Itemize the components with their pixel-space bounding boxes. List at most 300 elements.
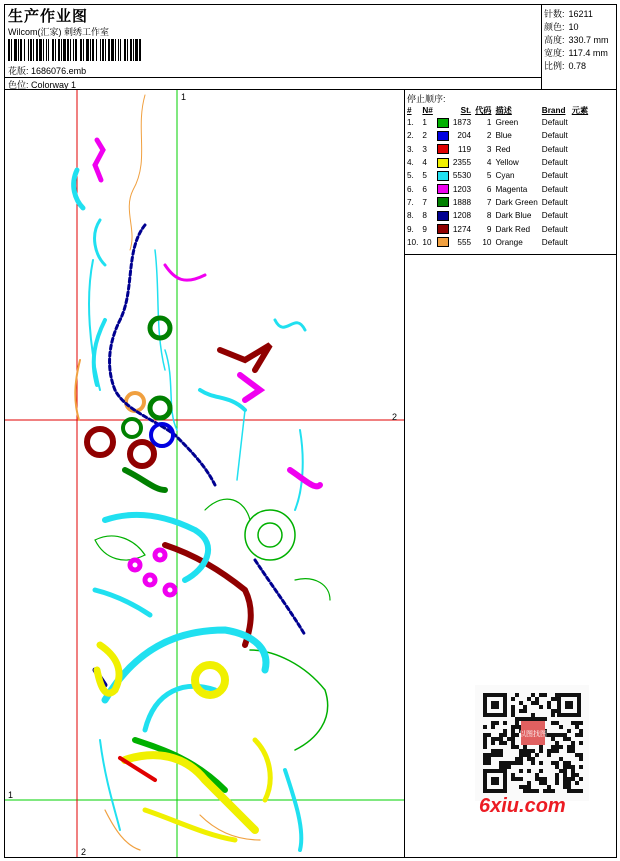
qr-cell: [563, 769, 567, 773]
qr-cell: [565, 701, 573, 709]
table-row: [405, 196, 590, 209]
qr-cell: [551, 733, 555, 737]
table-row: [405, 143, 590, 156]
row-brand: Default: [541, 211, 568, 221]
qr-cell: [519, 753, 523, 757]
barcode-bar: [118, 39, 119, 61]
qr-cell: [551, 713, 555, 717]
row-swatch: [435, 116, 451, 129]
qr-cell: [495, 753, 499, 757]
row-brand: Default: [541, 131, 568, 141]
qr-cell: [519, 785, 523, 789]
row-index: 9.: [407, 224, 414, 234]
qr-cell: [515, 745, 519, 749]
qr-cell: [571, 769, 575, 773]
qr-cell: [523, 749, 527, 753]
row-code: 8: [486, 211, 492, 221]
qr-cell: [495, 749, 499, 753]
qr-cell: [511, 773, 515, 777]
row-element: [570, 156, 590, 169]
qr-cell: [535, 773, 539, 777]
qr-stamp-text: 以图找图: [519, 730, 547, 738]
qr-cell: [555, 765, 559, 769]
qr-cell: [519, 709, 523, 713]
qr-cell: [483, 737, 487, 741]
qr-cell: [523, 789, 527, 793]
row-stitches: 1873: [452, 118, 472, 128]
qr-cell: [511, 697, 515, 701]
barcode-bar: [100, 39, 101, 61]
barcode-bar: [135, 39, 138, 61]
site-watermark: 6xiu.com: [479, 795, 566, 817]
stat-width: 宽度: 117.4 mm: [544, 48, 608, 58]
qr-cell: [579, 733, 583, 737]
qr-cell: [579, 741, 583, 745]
qr-cell: [527, 717, 531, 721]
row-swatch: [435, 169, 451, 182]
qr-cell: [491, 725, 495, 729]
qr-cell: [483, 745, 487, 749]
qr-cell: [555, 773, 559, 777]
qr-cell: [551, 721, 555, 725]
row-description: Green: [495, 118, 519, 128]
qr-cell: [511, 745, 515, 749]
qr-cell: [559, 745, 563, 749]
qr-cell: [571, 773, 575, 777]
qr-cell: [487, 753, 491, 757]
barcode-bar: [80, 39, 82, 61]
qr-cell: [503, 729, 507, 733]
color-swatch: [437, 171, 449, 181]
guide-marker-v2: 2: [81, 847, 87, 857]
row-code: 4: [486, 158, 492, 168]
qr-cell: [563, 761, 567, 765]
qr-cell: [527, 769, 531, 773]
qr-cell: [555, 697, 559, 701]
qr-cell: [575, 773, 579, 777]
qr-cell: [567, 785, 571, 789]
qr-cell: [491, 749, 495, 753]
qr-cell: [571, 721, 575, 725]
qr-cell: [515, 725, 519, 729]
qr-cell: [567, 729, 571, 733]
qr-cell: [555, 693, 559, 697]
row-stitches: 204: [457, 131, 472, 141]
barcode-bar: [52, 39, 54, 61]
row-needle: 3: [422, 144, 427, 154]
qr-cell: [527, 789, 531, 793]
qr-cell: [559, 725, 563, 729]
table-row: [405, 222, 590, 235]
qr-cell: [511, 761, 515, 765]
qr-cell: [539, 781, 543, 785]
qr-cell: [579, 753, 583, 757]
col-desc-header: 描述: [495, 105, 512, 115]
barcode-bar: [86, 39, 89, 61]
barcode-bar: [90, 39, 91, 61]
qr-cell: [519, 769, 523, 773]
row-stitches: 1274: [452, 224, 472, 234]
qr-cell: [491, 741, 495, 745]
barcode-bar: [102, 39, 104, 61]
row-code: 9: [486, 224, 492, 234]
row-code: 6: [486, 184, 492, 194]
qr-cell: [487, 733, 491, 737]
qr-cell: [531, 789, 535, 793]
qr-cell: [499, 741, 503, 745]
qr-cell: [555, 745, 559, 749]
header-panel: [5, 5, 542, 90]
qr-cell: [567, 765, 571, 769]
table-row: [405, 209, 590, 222]
qr-cell: [575, 781, 579, 785]
qr-cell: [579, 721, 583, 725]
qr-cell: [515, 721, 519, 725]
qr-cell: [547, 733, 551, 737]
table-row: [405, 116, 590, 129]
qr-cell: [531, 717, 535, 721]
qr-cell: [563, 737, 567, 741]
barcode-bar: [111, 39, 114, 61]
row-needle: 10: [422, 237, 432, 247]
row-code: 2: [486, 131, 492, 141]
qr-cell: [571, 765, 575, 769]
qr-cell: [531, 761, 535, 765]
qr-cell: [555, 733, 559, 737]
qr-cell: [503, 733, 507, 737]
qr-cell: [507, 761, 511, 765]
qr-cell: [563, 785, 567, 789]
qr-cell: [519, 757, 523, 761]
col-stitches-header: St.: [460, 105, 472, 115]
barcode-bar: [105, 39, 106, 61]
qr-cell: [519, 701, 523, 705]
qr-cell: [567, 789, 571, 793]
qr-cell: [555, 741, 559, 745]
barcode-bar: [96, 39, 97, 61]
qr-cell: [519, 761, 523, 765]
qr-cell: [567, 761, 571, 765]
qr-cell: [539, 777, 543, 781]
qr-cell: [567, 749, 571, 753]
barcode-bar: [11, 39, 12, 61]
qr-cell: [515, 693, 519, 697]
qr-cell: [539, 693, 543, 697]
barcode-bar: [20, 39, 22, 61]
barcode-bar: [55, 39, 56, 61]
row-swatch: [435, 196, 451, 209]
stat-height: 高度: 330.7 mm: [544, 35, 609, 45]
barcode-bar: [124, 39, 126, 61]
qr-cell: [575, 753, 579, 757]
guide-marker-h2: 2: [392, 412, 398, 422]
qr-cell: [547, 701, 551, 705]
row-brand: Default: [541, 184, 568, 194]
row-description: Dark Green: [495, 197, 538, 207]
qr-cell: [539, 749, 543, 753]
qr-cell: [563, 733, 567, 737]
row-brand: Default: [541, 118, 568, 128]
qr-cell: [495, 721, 499, 725]
qr-cell: [551, 749, 555, 753]
qr-cell: [503, 721, 507, 725]
qr-cell: [483, 733, 487, 737]
row-needle: 9: [422, 224, 427, 234]
qr-cell: [527, 757, 531, 761]
barcode-bar: [75, 39, 77, 61]
row-index: 10.: [407, 237, 419, 247]
qr-cell: [491, 737, 495, 741]
qr-cell: [507, 737, 511, 741]
barcode-bar: [63, 39, 66, 61]
row-description: Dark Blue: [495, 211, 532, 221]
table-row: [405, 236, 590, 249]
qr-cell: [539, 717, 543, 721]
qr-cell: [503, 761, 507, 765]
row-index: 8.: [407, 211, 414, 221]
barcode-bar: [46, 39, 47, 61]
qr-cell: [567, 737, 571, 741]
row-swatch: [435, 222, 451, 235]
qr-cell: [531, 713, 535, 717]
col-index-header: #: [407, 105, 412, 115]
legend-title: 停止顺序:: [407, 94, 446, 104]
row-stitches: 2355: [452, 158, 472, 168]
row-needle: 6: [422, 184, 427, 194]
qr-cell: [547, 705, 551, 709]
row-needle: 8: [422, 211, 427, 221]
qr-cell: [527, 785, 531, 789]
stop-sequence-table: [405, 104, 590, 249]
row-stitches: 1203: [452, 184, 472, 194]
qr-cell: [499, 761, 503, 765]
qr-cell: [547, 785, 551, 789]
table-row: [405, 182, 590, 195]
qr-cell: [535, 777, 539, 781]
barcode-bar: [115, 39, 116, 61]
row-description: Magenta: [495, 184, 528, 194]
qr-cell: [527, 697, 531, 701]
qr-cell: [571, 789, 575, 793]
qr-cell: [539, 769, 543, 773]
qr-cell: [523, 745, 527, 749]
qr-cell: [539, 705, 543, 709]
row-description: Cyan: [495, 171, 515, 181]
qr-cell: [495, 737, 499, 741]
row-index: 4.: [407, 158, 414, 168]
qr-cell: [511, 733, 515, 737]
color-swatch: [437, 197, 449, 207]
qr-cell: [571, 777, 575, 781]
design-stats-panel: [542, 5, 616, 90]
qr-cell: [563, 777, 567, 781]
color-swatch: [437, 224, 449, 234]
qr-cell: [483, 753, 487, 757]
qr-cell: [567, 777, 571, 781]
page-title: 生产作业图: [8, 8, 89, 25]
row-description: Red: [495, 144, 511, 154]
row-stitches: 5530: [452, 171, 472, 181]
qr-cell: [535, 753, 539, 757]
barcode: [8, 39, 142, 61]
qr-cell: [563, 773, 567, 777]
row-code: 3: [486, 144, 492, 154]
row-code: 7: [486, 197, 492, 207]
table-row: [405, 129, 590, 142]
table-row: [405, 169, 590, 182]
qr-cell: [539, 745, 543, 749]
qr-cell: [519, 717, 523, 721]
col-code-header: 代码: [475, 105, 492, 115]
qr-cell: [563, 781, 567, 785]
qr-cell: [535, 789, 539, 793]
row-brand: Default: [541, 144, 568, 154]
qr-cell: [499, 737, 503, 741]
qr-cell: [547, 753, 551, 757]
qr-cell: [551, 789, 555, 793]
qr-cell: [527, 781, 531, 785]
row-brand: Default: [541, 237, 568, 247]
divider: [5, 77, 542, 78]
qr-cell: [579, 789, 583, 793]
qr-cell: [503, 765, 507, 769]
row-swatch: [435, 182, 451, 195]
row-code: 5: [486, 171, 492, 181]
qr-cell: [535, 701, 539, 705]
qr-cell: [511, 713, 515, 717]
colorway-value: Colorway 1: [31, 80, 77, 90]
qr-cell: [551, 737, 555, 741]
color-swatch: [437, 211, 449, 221]
qr-cell: [551, 697, 555, 701]
row-swatch: [435, 236, 451, 249]
qr-cell: [491, 753, 495, 757]
qr-cell: [559, 733, 563, 737]
barcode-bar: [83, 39, 84, 61]
qr-cell: [555, 749, 559, 753]
row-element: [570, 169, 590, 182]
guide-marker-v1: 1: [181, 92, 187, 102]
qr-cell: [551, 745, 555, 749]
colorway-label: 色位:: [8, 80, 29, 90]
row-code: 1: [486, 118, 492, 128]
row-element: [570, 236, 590, 249]
qr-cell: [511, 705, 515, 709]
qr-cell: [523, 785, 527, 789]
barcode-bar: [127, 39, 128, 61]
qr-cell: [575, 733, 579, 737]
qr-cell: [483, 725, 487, 729]
qr-cell: [539, 761, 543, 765]
qr-cell: [535, 717, 539, 721]
qr-cell: [543, 789, 547, 793]
qr-cell: [579, 729, 583, 733]
row-stitches: 1208: [452, 211, 472, 221]
row-brand: Default: [541, 197, 568, 207]
company-name: Wilcom(汇家) 刺绣工作室: [8, 27, 109, 37]
table-row: [405, 156, 590, 169]
barcode-bar: [8, 39, 10, 61]
row-code: 10: [482, 237, 492, 247]
qr-cell: [571, 741, 575, 745]
row-description: Yellow: [495, 158, 519, 168]
qr-cell: [567, 745, 571, 749]
qr-cell: [551, 761, 555, 765]
barcode-bar: [133, 39, 134, 61]
qr-cell: [531, 693, 535, 697]
barcode-bar: [108, 39, 110, 61]
barcode-bar: [130, 39, 132, 61]
row-stitches: 555: [457, 237, 472, 247]
row-description: Dark Red: [495, 224, 531, 234]
row-description: Orange: [495, 237, 523, 247]
qr-cell: [511, 777, 515, 781]
qr-cell: [515, 761, 519, 765]
qr-cell: [487, 757, 491, 761]
row-index: 6.: [407, 184, 414, 194]
row-index: 7.: [407, 197, 414, 207]
row-element: [570, 222, 590, 235]
qr-cell: [547, 789, 551, 793]
qr-cell: [543, 717, 547, 721]
qr-cell: [511, 709, 515, 713]
row-element: [570, 209, 590, 222]
qr-cell: [575, 725, 579, 729]
qr-cell: [571, 745, 575, 749]
row-element: [570, 129, 590, 142]
qr-cell: [559, 769, 563, 773]
qr-cell: [535, 697, 539, 701]
qr-cell: [483, 741, 487, 745]
row-swatch: [435, 209, 451, 222]
stat-stitches: 针数: 16211: [544, 9, 593, 19]
qr-cell: [571, 749, 575, 753]
color-swatch: [437, 184, 449, 194]
row-index: 1.: [407, 118, 414, 128]
color-swatch: [437, 237, 449, 247]
barcode-bar: [92, 39, 94, 61]
qr-cell: [487, 761, 491, 765]
design-filename: [8, 64, 86, 77]
qr-cell: [515, 777, 519, 781]
barcode-bar: [120, 39, 121, 61]
qr-cell: [511, 729, 515, 733]
qr-cell: [531, 757, 535, 761]
qr-cell: [499, 765, 503, 769]
row-swatch: [435, 156, 451, 169]
production-sheet: [4, 4, 617, 858]
color-swatch: [437, 118, 449, 128]
qr-cell: [579, 777, 583, 781]
barcode-bar: [43, 39, 44, 61]
row-needle: 5: [422, 171, 427, 181]
barcode-bar: [73, 39, 74, 61]
qr-cell: [579, 757, 583, 761]
row-swatch: [435, 129, 451, 142]
barcode-bar: [139, 39, 141, 61]
qr-cell: [567, 781, 571, 785]
qr-cell: [555, 709, 559, 713]
qr-cell: [575, 721, 579, 725]
row-element: [570, 143, 590, 156]
barcode-bar: [24, 39, 25, 61]
barcode-bar: [28, 39, 29, 61]
row-stitches: 119: [458, 144, 472, 154]
qr-cell: [491, 721, 495, 725]
qr-cell: [523, 709, 527, 713]
qr-cell: [555, 781, 559, 785]
qr-cell: [559, 757, 563, 761]
